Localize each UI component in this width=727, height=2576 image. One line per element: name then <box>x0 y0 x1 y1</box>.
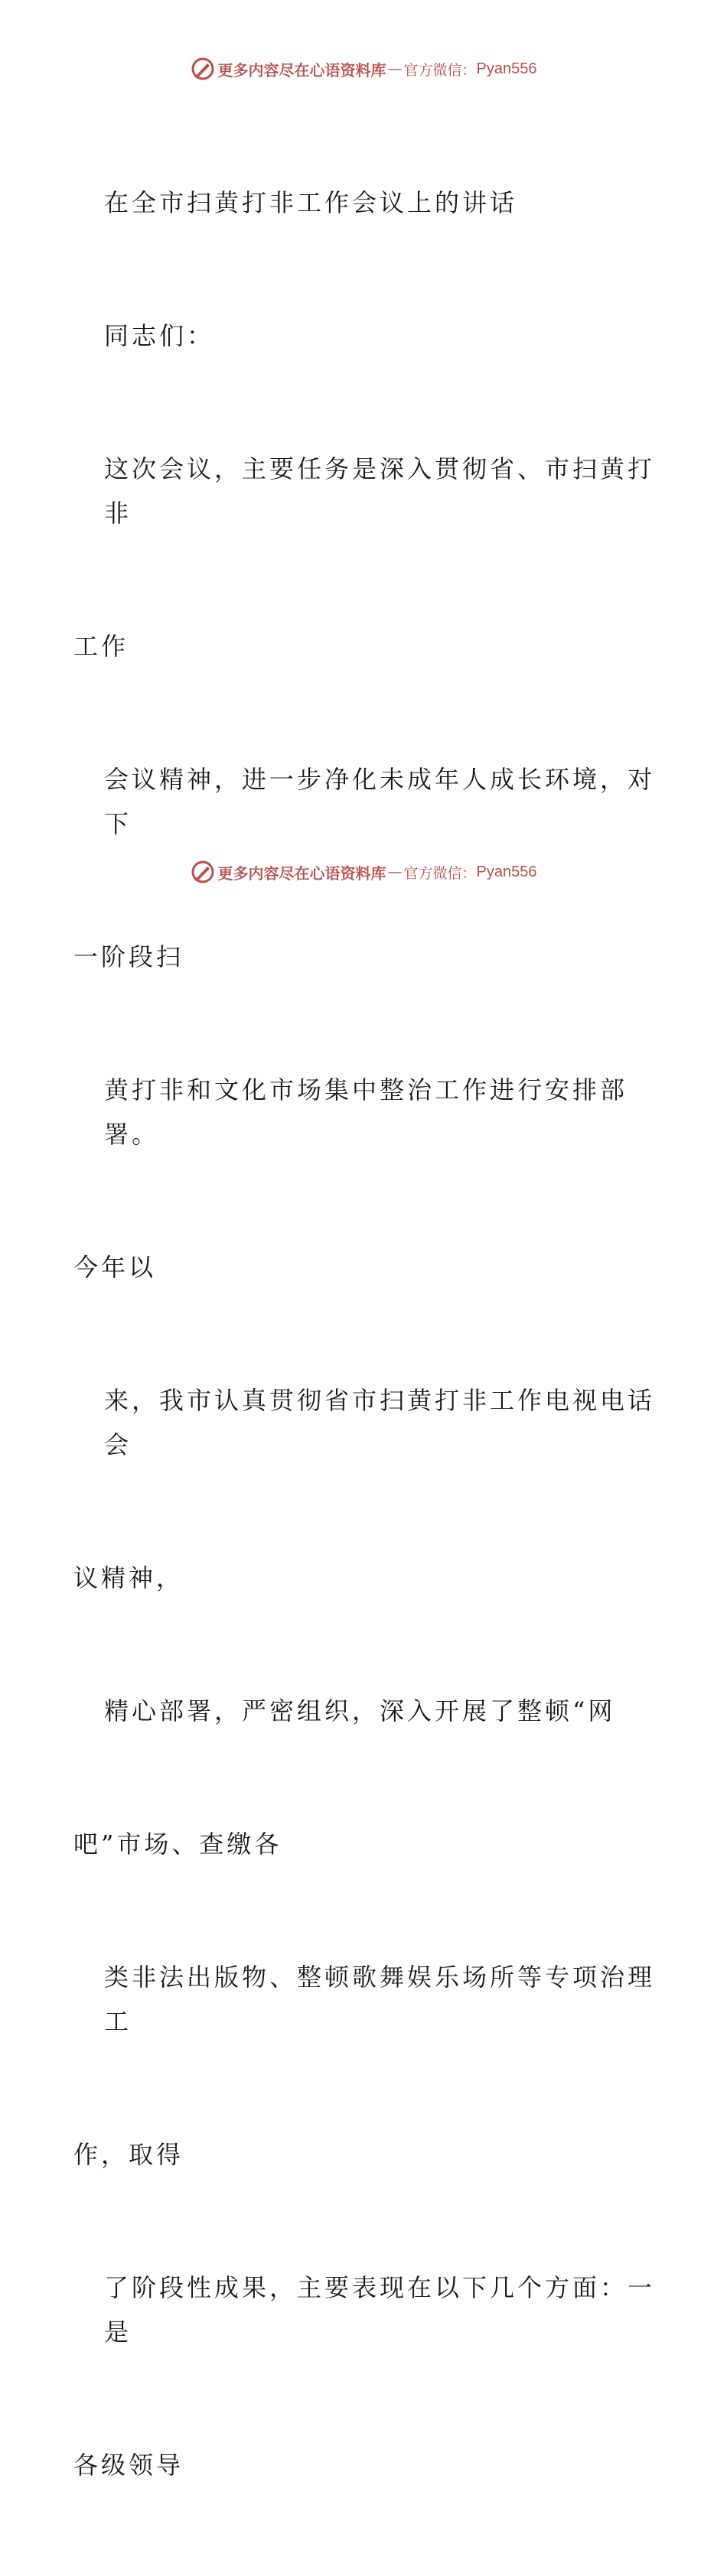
text-line: 吧”市场、查缴各 <box>73 1830 282 1859</box>
text-line: 精心部署，严密组织，深入开展了整顿“网 <box>104 1696 616 1725</box>
watermark-dash: — <box>387 60 403 77</box>
text-line: 作，取得 <box>73 2140 184 2169</box>
text-line: 议精神， <box>73 1563 184 1592</box>
watermark-text: 更多内容尽在心语资料库 <box>217 60 386 80</box>
text-line: 各级领导 <box>73 2451 184 2480</box>
watermark-header <box>0 54 727 84</box>
watermark-label: 官方微信： <box>403 864 477 882</box>
text-line: 来，我市认真贯彻省市扫黄打非工作电视电话会 <box>104 1386 656 1459</box>
text-line: 类非法出版物、整顿歌舞娱乐场所等专项治理工 <box>104 1963 656 2036</box>
document-body <box>73 92 655 2576</box>
text-line: 这次会议，主要任务是深入贯彻省、市扫黄打非 <box>104 454 656 528</box>
watermark-dash: — <box>387 864 403 880</box>
text-line: 今年以 <box>73 1253 157 1282</box>
text-line: 工作 <box>73 632 129 661</box>
feather-pen-logo-icon <box>191 860 215 884</box>
watermark-footer <box>0 857 727 887</box>
watermark-label: 官方微信： <box>403 61 477 79</box>
text-line: 会议精神，进一步净化未成年人成长环境，对下 <box>104 765 656 838</box>
document-title: 在全市扫黄打非工作会议上的讲话 <box>104 188 518 217</box>
watermark-id: Pyan556 <box>476 60 537 77</box>
watermark-text: 更多内容尽在心语资料库 <box>217 864 386 883</box>
feather-pen-logo-icon <box>191 57 215 81</box>
salutation: 同志们： <box>104 321 215 350</box>
watermark-id: Pyan556 <box>476 863 537 880</box>
text-line: 一阶段扫 <box>73 942 184 971</box>
text-line: 黄打非和文化市场集中整治工作进行安排部署。 <box>104 1075 628 1149</box>
text-line: 了阶段性成果，主要表现在以下几个方面：一是 <box>104 2273 656 2347</box>
document-text <box>73 92 655 2576</box>
